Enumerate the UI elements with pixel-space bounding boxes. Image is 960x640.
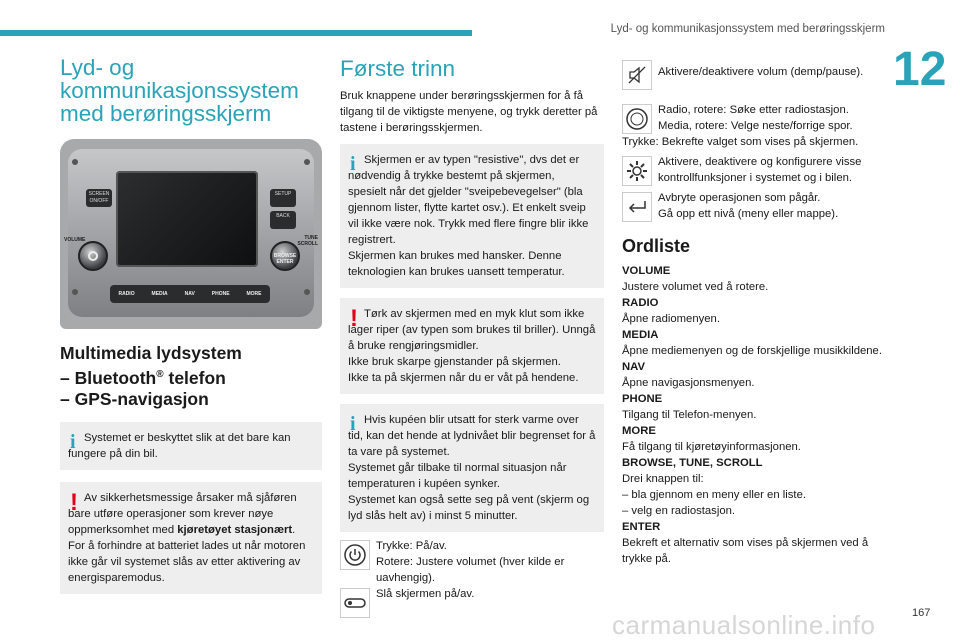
page-number: 167 — [912, 607, 931, 619]
glossary-title: Ordliste — [622, 236, 691, 256]
mute-entry: Aktivere/deaktivere volum (demp/pause). — [622, 60, 890, 80]
warning-icon: ! — [70, 488, 78, 516]
screw — [304, 289, 310, 295]
media-button: MEDIA — [151, 291, 168, 297]
intro-text: Bruk knappene under berøringsskjermen for å få tilgang til de viktigste menyene, og trykk deretter på tastene i berøringsskjermen. — [340, 90, 598, 134]
watermark: carmanualsonline.info — [612, 610, 876, 640]
glossary-term: BROWSE, TUNE, SCROLL — [622, 457, 763, 469]
glossary-def: Åpne navigasjonsmenyen. — [622, 377, 755, 389]
warning-icon: ! — [350, 305, 358, 332]
glossary-def: Åpne mediemenyen og de forskjellige musikkildene. — [622, 345, 882, 357]
glossary-def: Tilgang til Telefon-menyen. — [622, 409, 757, 421]
info-box: i Systemet er beskyttet slik at det bare kan fungere på din bil. — [60, 422, 322, 470]
header-accent-bar — [0, 30, 472, 36]
glossary-term: NAV — [622, 361, 646, 373]
info-icon: i — [350, 413, 356, 435]
glossary-term: VOLUME — [622, 265, 671, 277]
info-box: i Skjermen er av typen "resistive", dvs det er nødvendig å trykke bestemt på skjermen, spesielt når det gjelder "sveipebevegelser" (bla gjennom lister, flytte kartet osv.). Et enkelt sveip vil ikke være nok. Trykk med flere fingre blir ikke registrert. Skjermen kan brukes med hansker. Denne teknologien kan brukes uansett temperatur. — [340, 144, 604, 288]
screw — [72, 289, 78, 295]
back-arrow-icon — [622, 192, 652, 222]
column-2 — [340, 56, 604, 602]
warning-box: ! Tørk av skjermen med en myk klut som ikke lager riper (av typen som brukes til briller). Unngå å bruke rengjøringsmidler. Ikke bruk skarpe gjenstander på skjermen. Ikke ta på skjermen når du er våt på hendene. — [340, 298, 604, 394]
glossary-def: Få tilgang til kjøretøyinformasjonen. — [622, 441, 801, 453]
browse-knob-icon — [622, 104, 652, 134]
more-button: MORE — [246, 291, 262, 297]
screw — [304, 159, 310, 165]
setup-entry: Aktivere, deaktivere og konfigurere visse kontrollfunksjoner i systemet og i bilen. — [622, 154, 890, 186]
running-header: Lyd- og kommunikasjonssystem med berøringsskjerm — [610, 23, 885, 35]
page-title: Lyd- og kommunikasjonssystem med berøringsskjerm — [60, 55, 299, 126]
warning-box: ! Av sikkerhetsmessige årsaker må sjåføren bare utføre operasjoner som krever nøye oppmerksomhet med kjøretøyet stasjonært. For å forhindre at batteriet lades ut når motoren ikke går vil systemet slås av etter aktivering av energisparemodus. — [60, 482, 322, 594]
power-knob-icon — [340, 540, 370, 570]
tune-scroll-label: TUNE SCROLL — [297, 235, 318, 247]
phone-button: PHONE — [211, 291, 230, 297]
glossary-def: Åpne radiomenyen. — [622, 313, 720, 325]
speaker-mute-icon — [622, 60, 652, 90]
glossary-def: Bekreft et alternativ som vises på skjermen ved å trykke på. — [622, 537, 869, 565]
back-button: BACK — [270, 211, 296, 229]
radio-button: RADIO — [118, 291, 135, 297]
setup-button: SETUP — [270, 189, 296, 207]
volume-label: VOLUME — [64, 237, 86, 243]
glossary-term: RADIO — [622, 297, 659, 309]
head-unit-photo — [60, 139, 322, 329]
browse-knob-entry: Radio, rotere: Søke etter radiostasjon. Media, rotere: Velge neste/forrige spor. Trykke: Bekrefte valget som vises på skjermen. — [622, 104, 859, 148]
screen-toggle-entry: Slå skjermen på/av. — [340, 586, 604, 602]
column-3 — [622, 56, 890, 567]
info-icon: i — [350, 153, 356, 175]
screen-toggle-icon — [340, 588, 370, 618]
section-subtitle: Multimedia lydsystem – Bluetooth® telefon – GPS-navigasjon — [60, 343, 242, 409]
glossary-term: MEDIA — [622, 329, 659, 341]
screw — [72, 159, 78, 165]
glossary-def: Drei knappen til: — [622, 473, 704, 485]
glossary-list — [622, 263, 890, 567]
section-title-forste-trinn: Første trinn — [340, 56, 456, 81]
glossary-term: PHONE — [622, 393, 663, 405]
column-1 — [60, 56, 322, 594]
browse-enter-label: BROWSE ENTER — [273, 253, 297, 265]
glossary-list-item: – velg en radiostasjon. — [622, 505, 736, 517]
menu-button-row — [110, 285, 270, 303]
info-icon: i — [70, 430, 76, 453]
back-entry: Avbryte operasjonen som pågår. Gå opp ett nivå (meny eller mappe). — [622, 190, 890, 222]
glossary-def: Justere volumet ved å rotere. — [622, 281, 769, 293]
gear-icon — [622, 156, 652, 186]
power-knob-entry: Trykke: På/av. Rotere: Justere volumet (hver kilde er uavhengig). — [340, 538, 604, 586]
device-screen — [116, 171, 258, 267]
chapter-number: 12 — [893, 43, 947, 96]
volume-knob — [78, 241, 108, 271]
nav-button: NAV — [184, 291, 195, 297]
info-box: i Hvis kupéen blir utsatt for sterk varme over tid, kan det hende at lydnivået blir begrenset for å ta vare på systemet. Systemet går tilbake til normal situasjon når temperaturen i kupéen synker. Systemet kan også sette seg på vent (skjerm og lyd slås helt av) i minst 5 minutter. — [340, 404, 604, 532]
screen-onoff-button: SCREEN ON/OFF — [86, 189, 112, 207]
glossary-list-item: – bla gjennom en meny eller en liste. — [622, 489, 806, 501]
glossary-term: ENTER — [622, 521, 661, 533]
glossary-term: MORE — [622, 425, 656, 437]
